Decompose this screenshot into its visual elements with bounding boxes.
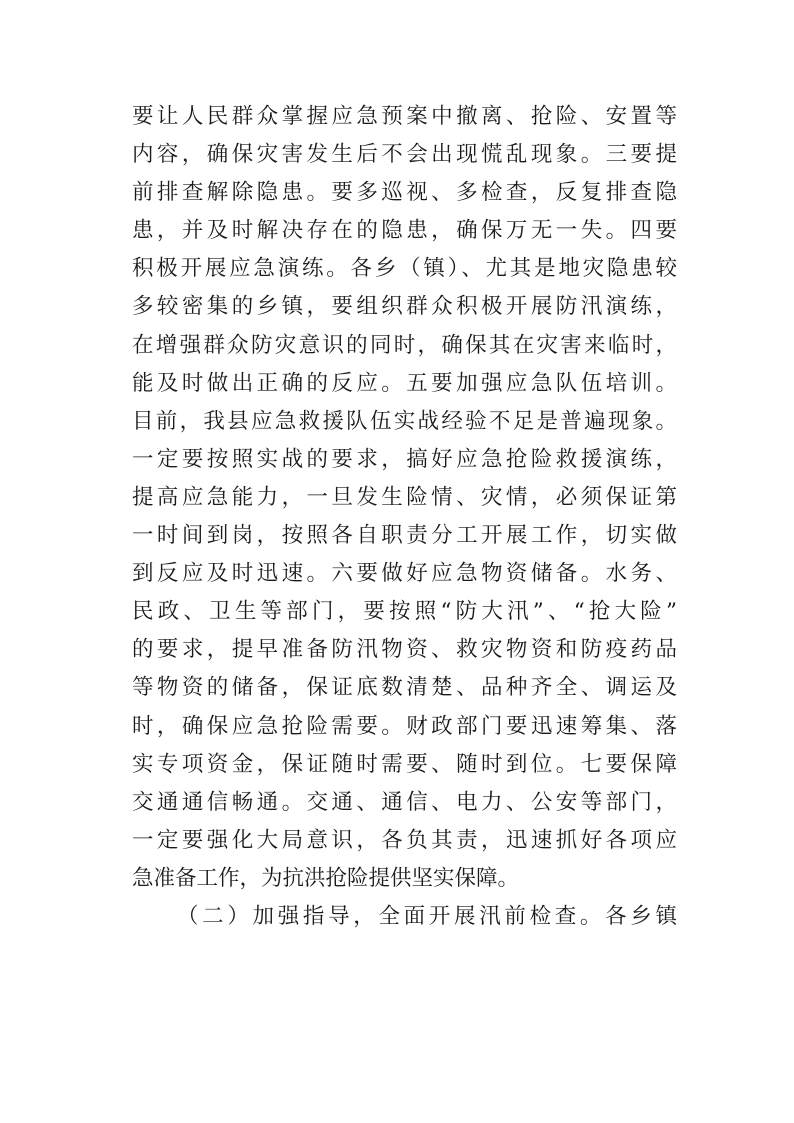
text-line: 一定要按照实战的要求，搞好应急抢险救援演练， [132, 446, 677, 472]
text-line: 交通通信畅通。交通、通信、电力、公安等部门， [132, 789, 677, 815]
paragraph-end-line: 急准备工作，为抗洪抢险提供坚实保障。 [132, 865, 520, 891]
text-line: 实专项资金，保证随时需要、随时到位。七要保障 [132, 751, 677, 777]
text-line: 等物资的储备，保证底数清楚、品种齐全、调运及 [132, 675, 677, 701]
text-line: 目前，我县应急救援队伍实战经验不足是普遍现象。 [132, 408, 677, 434]
text-line: 积极开展应急演练。各乡（镇）、尤其是地灾隐患较 [132, 256, 677, 282]
section-heading-line: （二）加强指导，全面开展汛前检查。各乡镇 [177, 903, 677, 929]
text-line: 时，确保应急抢险需要。财政部门要迅速筹集、落 [132, 713, 677, 739]
text-line: 要让人民群众掌握应急预案中撤离、抢险、安置等 [132, 104, 677, 129]
text-line: 多较密集的乡镇，要组织群众积极开展防汛演练， [132, 294, 677, 320]
body-text [132, 98, 677, 936]
text-line: 一定要强化大局意识，各负其责，迅速抓好各项应 [132, 827, 677, 853]
text-line: 一时间到岗，按照各自职责分工开展工作，切实做 [132, 523, 677, 549]
text-line: 民政、卫生等部门，要按照“防大汛”、“抢大险” [132, 599, 677, 625]
text-line: 患，并及时解决存在的隐患，确保万无一失。四要 [132, 218, 677, 244]
text-line: 能及时做出正确的反应。五要加强应急队伍培训。 [132, 370, 677, 396]
text-line: 提高应急能力，一旦发生险情、灾情，必须保证第 [132, 484, 677, 510]
text-line: 内容，确保灾害发生后不会出现慌乱现象。三要提 [132, 142, 677, 168]
text-line: 前排查解除隐患。要多巡视、多检查，反复排查隐 [132, 180, 677, 206]
text-line: 的要求，提早准备防汛物资、救灾物资和防疫药品 [132, 637, 677, 663]
text-line: 在增强群众防灾意识的同时，确保其在灾害来临时， [132, 332, 677, 358]
text-line: 到反应及时迅速。六要做好应急物资储备。水务、 [132, 561, 677, 587]
